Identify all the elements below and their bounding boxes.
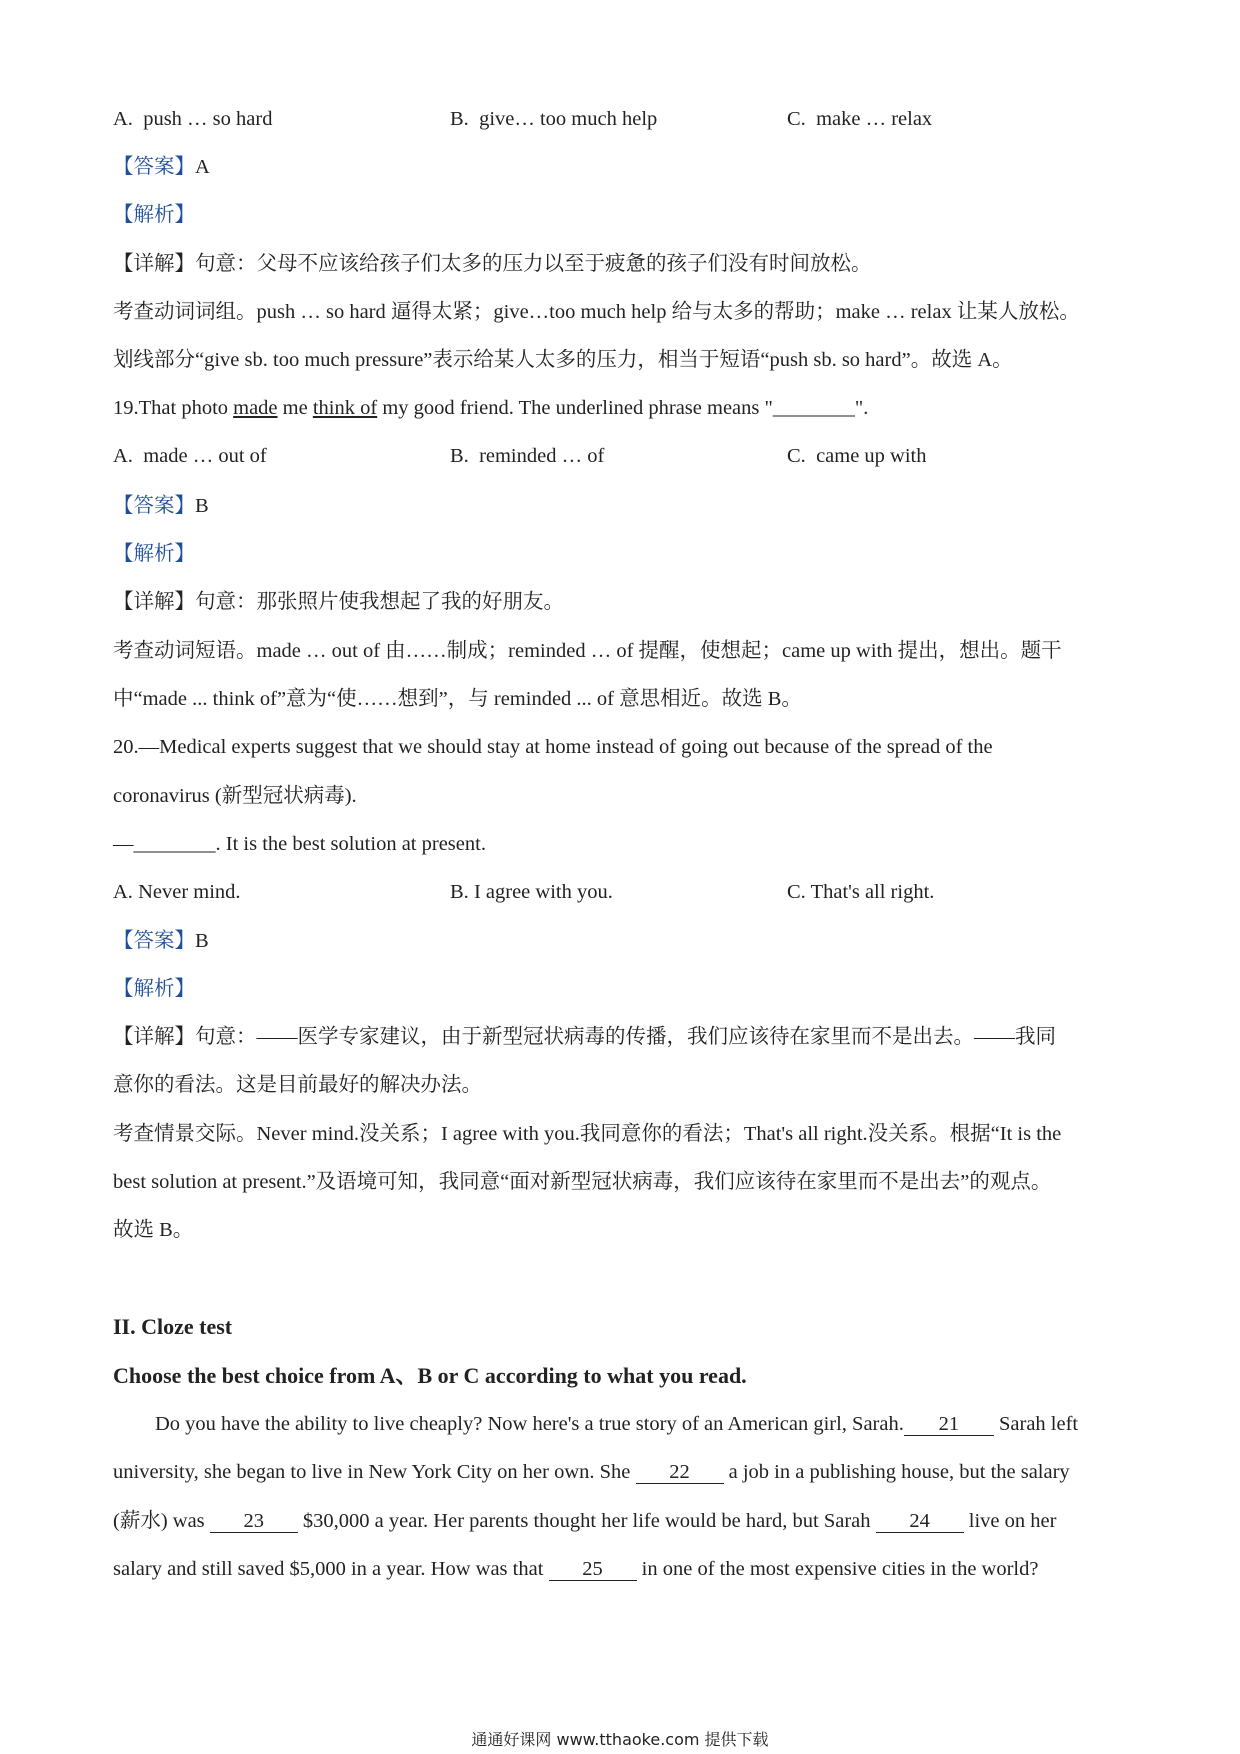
q20-detail-line2: 意你的看法。这是目前最好的解决办法。	[113, 1074, 482, 1096]
q20-detail-line4: best solution at present.”及语境可知，我同意“面对新型冠状病毒，我们应该待在家里而不是出去”的观点。	[113, 1171, 1052, 1193]
q18-option-c: C. make … relax	[787, 108, 933, 130]
underlined-think-of: think of	[312, 397, 378, 419]
q20-detail: 【详解】句意：——医学专家建议，由于新型冠状病毒的传播，我们应该待在家里而不是出去。——我同	[113, 1026, 1056, 1048]
blank-21[interactable]: 21	[904, 1413, 994, 1436]
footer-source: 通通好课网 www.tthaoke.com 提供下载	[471, 1730, 769, 1749]
q20-answer: 【答案】B	[113, 930, 209, 952]
q18-detail: 【详解】句意：父母不应该给孩子们太多的压力以至于疲惫的孩子们没有时间放松。	[113, 253, 872, 275]
q19-option-c: C. came up with	[787, 445, 927, 467]
q18-detail-line3: 划线部分“give sb. too much pressure”表示给某人太多的压力，相当于短语“push sb. so hard”。故选 A。	[113, 349, 1013, 371]
q19-analysis-label: 【解析】	[113, 543, 195, 565]
q18-answer: 【答案】A	[113, 156, 210, 178]
cloze-paragraph-line1: Do you have the ability to live cheaply? Now here's a true story of an American girl, Sarah. 21 Sarah left	[155, 1413, 1079, 1435]
q20-detail-line3: 考查情景交际。Never mind.没关系；I agree with you.我同意你的看法；That's all right.没关系。根据“It is the	[113, 1123, 1062, 1145]
q18-option-b: B. give… too much help	[450, 108, 658, 130]
q19-answer: 【答案】B	[113, 495, 209, 517]
blank-22[interactable]: 22	[636, 1461, 724, 1484]
blank-24[interactable]: 24	[876, 1510, 964, 1533]
q20-detail-line5: 故选 B。	[113, 1219, 194, 1241]
q19-option-a: A. made … out of	[113, 445, 267, 467]
blank-25[interactable]: 25	[549, 1558, 637, 1581]
q18-detail-line2: 考查动词词组。push … so hard 逼得太紧；give…too much help 给与太多的帮助；make … relax 让某人放松。	[113, 301, 1080, 323]
section-title: II. Cloze test	[113, 1314, 233, 1339]
q20-option-b: B. I agree with you.	[450, 881, 613, 903]
cloze-paragraph-line4: salary and still saved $5,000 in a year. How was that 25 in one of the most expensive cities in the world?	[113, 1558, 1039, 1580]
q20-option-c: C. That's all right.	[787, 881, 935, 903]
cloze-paragraph-line2: university, she began to live in New York City on her own. She 22 a job in a publishing house, but the salary	[113, 1461, 1070, 1483]
cloze-paragraph-line3: (薪水) was 23 $30,000 a year. Her parents thought her life would be hard, but Sarah 24 live on her	[113, 1510, 1057, 1532]
blank-23[interactable]: 23	[210, 1510, 298, 1533]
q20-analysis-label: 【解析】	[113, 978, 195, 1000]
q19-option-b: B. reminded … of	[450, 445, 605, 467]
cloze-instruction: Choose the best choice from A、B or C according to what you read.	[113, 1363, 747, 1388]
underlined-made: made	[233, 397, 278, 419]
q19-detail-line2: 考查动词短语。made … out of 由……制成；reminded … of 提醒，使想起；came up with 提出，想出。题干	[113, 640, 1062, 662]
q20-option-a: A. Never mind.	[113, 881, 241, 903]
q18-option-a: A. push … so hard	[113, 108, 273, 130]
q19-detail-line3: 中“made ... think of”意为“使……想到”，与 reminded ... of 意思相近。故选 B。	[113, 688, 802, 710]
q18-analysis-label: 【解析】	[113, 204, 195, 226]
q19-detail: 【详解】句意：那张照片使我想起了我的好朋友。	[113, 591, 564, 613]
q20-stem-line2: coronavirus (新型冠状病毒).	[113, 785, 357, 807]
q20-reply: —________. It is the best solution at present.	[113, 833, 486, 855]
q20-stem-line1: 20.—Medical experts suggest that we should stay at home instead of going out because of the spread of the	[113, 736, 993, 758]
q19-stem: 19.That photo made me think of my good friend. The underlined phrase means "________".	[113, 397, 869, 419]
